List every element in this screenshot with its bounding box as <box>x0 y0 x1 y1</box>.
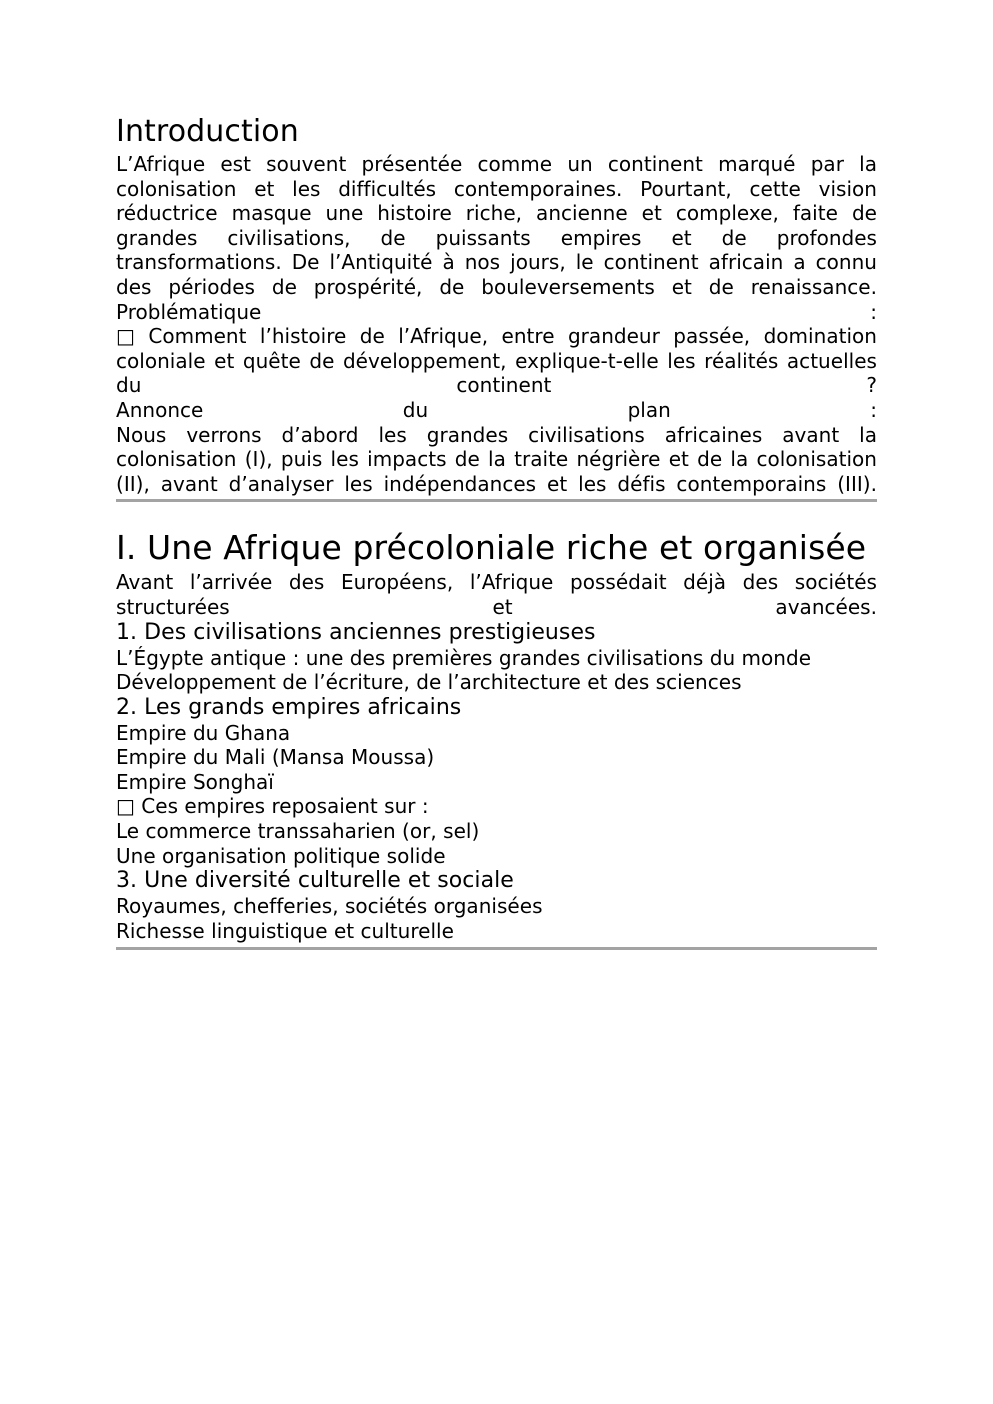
annonce-colon: : <box>870 397 877 422</box>
annonce-plan-paragraph: Nous verrons d’abord les grandes civilisations africaines avant la colonisation (I), puis les impacts de la traite négrière et de la colonisation (II), avant d’analyser les indépendances et les défis contemporains (III). <box>116 422 877 496</box>
problematique-question-text: Comment l’histoire de l’Afrique, entre grandeur passée, domination coloniale et quête de développement, explique-t-elle les réalités actuelles du continent ? <box>116 324 877 398</box>
list-item: Empire Songhaï <box>116 769 274 794</box>
annonce-word-annonce: Annonce <box>116 397 204 422</box>
list-item: Le commerce transsaharien (or, sel) <box>116 819 480 844</box>
problematique-label: Problématique <box>116 299 262 324</box>
subsection-heading-2: 2. Les grands empires africains <box>116 694 462 720</box>
list-item: Royaumes, chefferies, sociétés organisées <box>116 894 543 919</box>
spacer-below-rule-1 <box>116 502 877 528</box>
annonce-word-plan: plan <box>627 397 671 422</box>
problematique-colon: : <box>870 299 877 324</box>
annonce-word-du: du <box>402 397 429 422</box>
subsection-heading-3: 3. Une diversité culturelle et sociale <box>116 868 514 894</box>
list-item: L’Égypte antique : une des premières grandes civilisations du monde <box>116 645 812 670</box>
list-item-with-box-bullet: □ Ces empires reposaient sur : <box>116 794 429 819</box>
list-item: Développement de l’écriture, de l’architecture et des sciences <box>116 670 742 695</box>
page-title: Introduction <box>116 114 299 149</box>
list-item: Empire du Ghana <box>116 720 291 745</box>
list-item: Richesse linguistique et culturelle <box>116 918 454 943</box>
subsection-heading-1: 1. Des civilisations anciennes prestigieuses <box>116 619 596 645</box>
section-divider-2 <box>116 947 877 950</box>
problematique-line <box>116 300 877 325</box>
list-item: Une organisation politique solide <box>116 843 446 868</box>
document-content <box>116 114 877 950</box>
intro-paragraph: L’Afrique est souvent présentée comme un continent marqué par la colonisation et les difficultés contemporaines. Pourtant, cette vision réductrice masque une histoire riche, ancienne et complexe, faite de grandes civilisations, de puissants empires et de profondes transformations. De l’Antiquité à nos jours, le continent africain a connu des périodes de prospérité, de bouleversements et de renaissance. <box>116 152 877 299</box>
section-one-heading: I. Une Afrique précoloniale riche et organisée <box>116 528 867 568</box>
box-bullet-icon: □ <box>116 324 135 349</box>
section-one-intro-paragraph: Avant l’arrivée des Européens, l’Afrique possédait déjà des sociétés structurées et avancées. <box>116 570 877 619</box>
annonce-plan-line <box>116 398 877 423</box>
list-item: Empire du Mali (Mansa Moussa) <box>116 745 435 770</box>
problematique-question <box>116 324 877 398</box>
